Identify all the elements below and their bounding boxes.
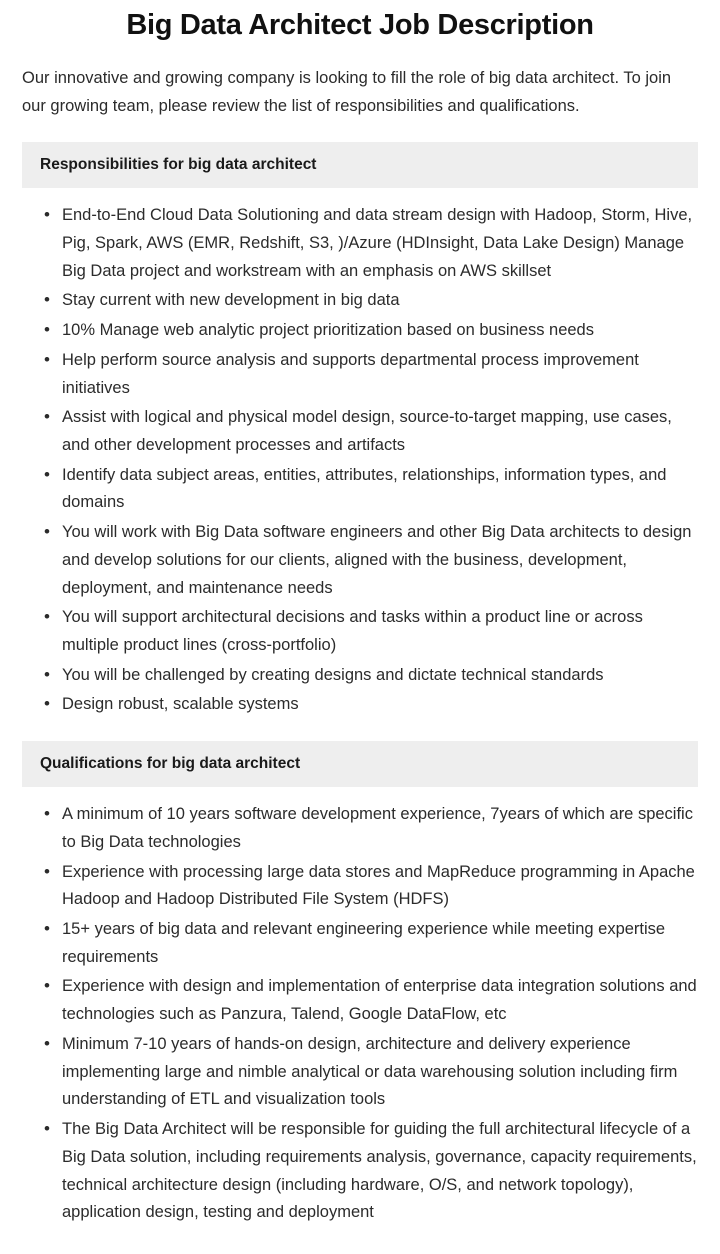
job-description-page (0, 8, 720, 1245)
list-item: • You will support architectural decisions and tasks within a product line or across multiple product lines (cross-portfolio) (32, 604, 698, 659)
list-item: • Experience with design and implementation of enterprise data integration solutions and technologies such as Panzura, Talend, Google DataFlow, etc (32, 973, 698, 1028)
list-item: • Help perform source analysis and supports departmental process improvement initiatives (32, 347, 698, 402)
page-title: Big Data Architect Job Description (126, 9, 594, 41)
list-item: • End-to-End Cloud Data Solutioning and data stream design with Hadoop, Storm, Hive, Pig, Spark, AWS (EMR, Redshift, S3, )/Azure (HDInsight, Data Lake Design) Manage Big Data project and workstream with an emphasis on AWS skillset (32, 202, 698, 285)
list-item: • Minimum 7-10 years of hands-on design, architecture and delivery experience implementing large and nimble analytical or data warehousing solution including firm understanding of ETL and visualization tools (32, 1031, 698, 1114)
list-item: • 15+ years of big data and relevant engineering experience while meeting expertise requirements (32, 916, 698, 971)
responsibilities-list (22, 202, 698, 719)
list-item: • A minimum of 10 years software development experience, 7years of which are specific to Big Data technologies (32, 801, 698, 856)
list-item: • You will work with Big Data software engineers and other Big Data architects to design and develop solutions for our clients, aligned with the business, development, deployment, and maintenance needs (32, 519, 698, 602)
list-item: • Design robust, scalable systems (32, 691, 698, 719)
qualifications-list (22, 801, 698, 1227)
list-item: • Assist with logical and physical model design, source-to-target mapping, use cases, and other development processes and artifacts (32, 404, 698, 459)
intro-paragraph: Our innovative and growing company is looking to fill the role of big data architect. To join our growing team, please review the list of responsibilities and qualifications. (22, 68, 672, 115)
list-item: • The Big Data Architect will be responsible for guiding the full architectural lifecycle of a Big Data solution, including requirements analysis, governance, capacity requirements, technical architecture design (including hardware, O/S, and network topology), application design, testing and deployment (32, 1116, 698, 1227)
list-item: • 10% Manage web analytic project prioritization based on business needs (32, 317, 698, 345)
list-item: • Stay current with new development in big data (32, 287, 698, 315)
responsibilities-section-header: Responsibilities for big data architect (22, 142, 698, 188)
list-item: • You will be challenged by creating designs and dictate technical standards (32, 662, 698, 690)
list-item: • Experience with processing large data stores and MapReduce programming in Apache Hadoop and Hadoop Distributed File System (HDFS) (32, 859, 698, 914)
qualifications-section-header: Qualifications for big data architect (22, 741, 698, 787)
list-item: • Identify data subject areas, entities, attributes, relationships, information types, and domains (32, 462, 698, 517)
